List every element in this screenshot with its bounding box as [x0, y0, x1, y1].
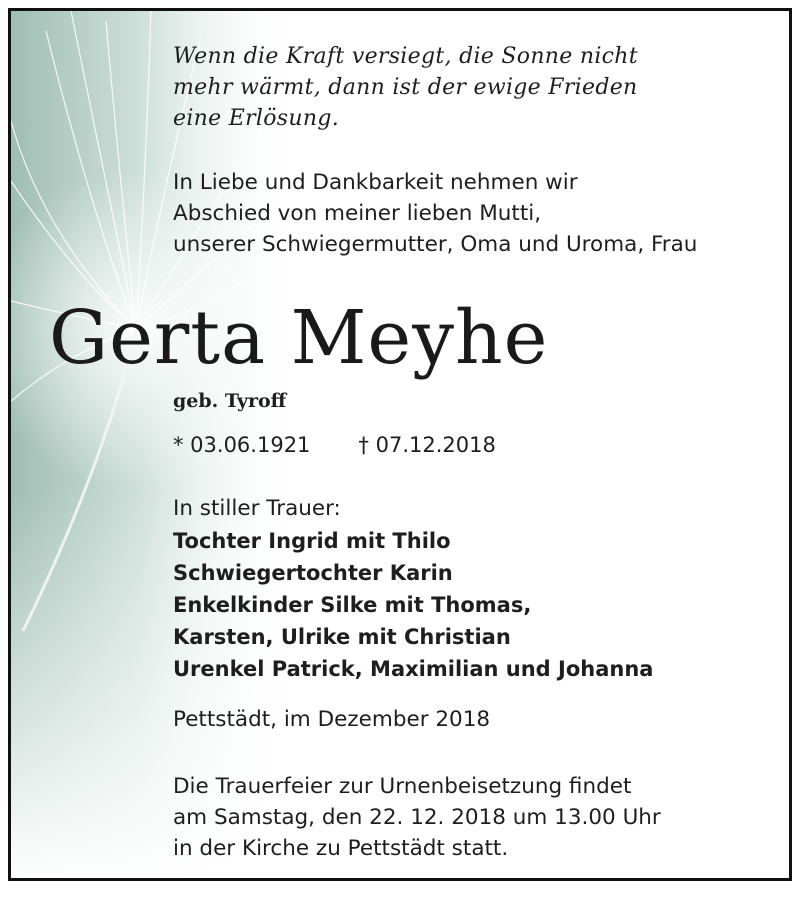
funeral-service-info: [173, 771, 661, 864]
mourner-name: Urenkel Patrick, Maximilian und Johanna: [173, 657, 654, 681]
mourner-name: Tochter Ingrid mit Thilo: [173, 529, 451, 553]
service-line: Die Trauerfeier zur Urnenbeisetzung findet: [173, 774, 632, 799]
deceased-name: Gerta Meyhe: [49, 295, 549, 381]
quote-line: mehr wärmt, dann ist der ewige Frieden: [173, 75, 638, 100]
mourner-name: Enkelkinder Silke mit Thomas,: [173, 593, 532, 617]
intro-text: [173, 167, 697, 260]
mourners-list: [173, 525, 653, 685]
obituary-notice: [8, 8, 792, 881]
death-date: † 07.12.2018: [358, 433, 496, 457]
life-dates: [173, 433, 496, 457]
maiden-name: geb. Tyroff: [173, 390, 287, 412]
place-and-date: Pettstädt, im Dezember 2018: [173, 707, 491, 732]
quote-line: Wenn die Kraft versiegt, die Sonne nicht: [173, 44, 638, 69]
quote-line: eine Erlösung.: [173, 106, 339, 131]
service-line: am Samstag, den 22. 12. 2018 um 13.00 Uhr: [173, 805, 661, 830]
service-line: in der Kirche zu Pettstädt statt.: [173, 836, 509, 861]
birth-date: * 03.06.1921: [173, 433, 311, 457]
memorial-quote: [173, 41, 638, 134]
mourner-name: Schwiegertochter Karin: [173, 561, 453, 585]
intro-line: Abschied von meiner lieben Mutti,: [173, 201, 542, 226]
mourner-name: Karsten, Ulrike mit Christian: [173, 625, 511, 649]
intro-line: unserer Schwiegermutter, Oma und Uroma, Frau: [173, 232, 698, 257]
mourners-heading: In stiller Trauer:: [173, 496, 341, 521]
intro-line: In Liebe und Dankbarkeit nehmen wir: [173, 170, 578, 195]
mourners-section: [173, 493, 653, 685]
